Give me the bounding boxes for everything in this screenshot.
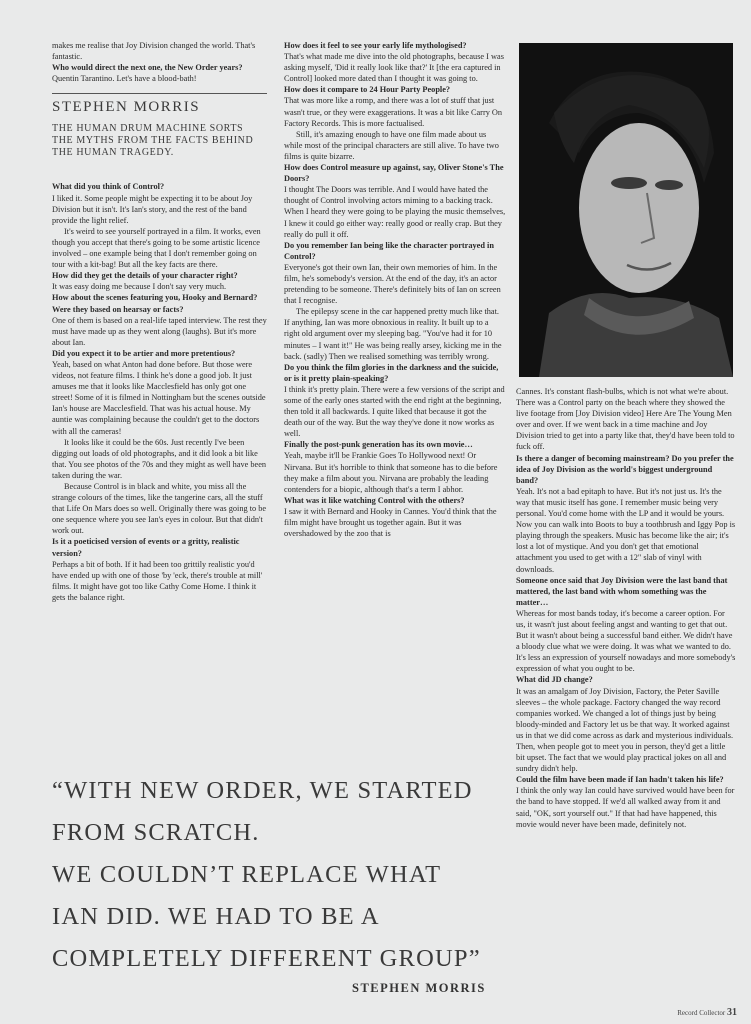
- answer: That's what made me dive into the old photographs, because I was asking myself, 'Did it really look like that?' It [the era captured in Control] looked more dated than I thought it was going to.: [284, 52, 504, 84]
- answer: Whereas for most bands today, it's become a career option. For us, it wasn't just about feeling angst and wanting to get that out. But it wasn't about being a successful band either. We didn't have a bloody clue what we were doing. It was what we wanted to do. It's less an expression of yourself nowadays and more somebody's expression of what you ought to be.: [516, 608, 736, 674]
- pull-quote-line: “WITH NEW ORDER, WE STARTED: [52, 777, 473, 804]
- section-divider: [52, 93, 267, 94]
- pull-quote: [52, 770, 502, 980]
- answer: Quentin Tarantino. Let's have a blood-bath!: [52, 74, 197, 84]
- pull-quote-line: FROM SCRATCH.: [52, 819, 260, 846]
- answer: I thought The Doors was terrible. And I would have hated the thought of Control involving actors miming to a backing track. When I heard they were going to be playing the music themselves, I knew it could go either way: really good or really crap. But they really do pull it off.: [284, 185, 506, 239]
- column-middle: [284, 40, 506, 539]
- answer: I liked it. Some people might be expecting it to be about Joy Division but it isn't. It's Ian's story, and the rest of the band provide the light relief.: [52, 193, 253, 225]
- answer: I saw it with Bernard and Hooky in Cannes. You'd think that the film might have brought us together again. But it was overshadowed by the zoo that is: [284, 506, 497, 539]
- question: How does it compare to 24 Hour Party People?: [284, 85, 451, 95]
- answer: That was more like a romp, and there was a lot of stuff that just wasn't true, or they were exaggerations. It was a bit like Carry On Factory Records. This is more factualised.: [284, 96, 503, 128]
- column-left: [52, 40, 267, 603]
- answer: Still, it's amazing enough to have one film made about us while most of the principal characters are still alive. To have two films is quite bizarre.: [284, 129, 499, 161]
- portrait-illustration: [519, 43, 733, 377]
- standfirst: THE HUMAN DRUM MACHINE SORTS THE MYTHS FROM THE FACTS BEHIND THE HUMAN TRAGEDY.: [52, 123, 254, 159]
- answer: Yeah, maybe it'll be Frankie Goes To Hollywood next! Or Nirvana. But it's horrible to think that someone has to die before they make a film about you. Nirvana are probably the leading contenders for a biopic, although that's a term I abhor.: [284, 451, 498, 494]
- question: Do you think the film glories in the darkness and the suicide, or is it pretty plain-speaking?: [284, 362, 499, 383]
- question: Who would direct the next one, the New Order years?: [52, 63, 243, 73]
- question: Someone once said that Joy Division were the last band that mattered, the last band with whom something was the matter…: [516, 575, 728, 607]
- question: What did you think of Control?: [52, 182, 165, 192]
- question: Did you expect it to be artier and more pretentious?: [52, 348, 236, 358]
- answer: Everyone's got their own Ian, their own memories of him. In the film, he's somebody's version. At the end of the day, it's an actor pretending to be someone. There's definitely bits of Ian on screen that I recognise.: [284, 262, 501, 306]
- pull-quote-credit: STEPHEN MORRIS: [352, 981, 486, 995]
- answer: Yeah, based on what Anton had done before. But those were videos, not feature films. I think he's done a good job. It just amuses me that it looks like Macclesfield has only got one street! Some of it is filmed in Nottingham but the scenes outside Ian's house are Macclesfield. That was his actual house. My auntie was complaining because the couldn't get to the doctors with all the cameras!: [52, 359, 266, 436]
- magazine-name: Record Collector: [677, 1009, 726, 1017]
- answer: It was easy doing me because I don't say very much.: [52, 282, 227, 292]
- question: Finally the post-punk generation has its own movie…: [284, 440, 473, 450]
- question: How does it feel to see your early life mythologised?: [284, 41, 467, 50]
- question: How does Control measure up against, say, Oliver Stone's The Doors?: [284, 163, 504, 184]
- pull-quote-line: COMPLETELY DIFFERENT GROUP”: [52, 945, 481, 972]
- portrait-photo: [519, 43, 733, 377]
- question: What did JD change?: [516, 675, 593, 685]
- answer: It was an amalgam of Joy Division, Factory, the Peter Saville sleeves – the whole package. Factory changed the way record companies worked. We changed a lot of things just by being bloody-minded and Factory let us be that way. It worked against us in that we did come across as dark and mysterious individuals. Then, when people got to meet you in person, they'd get a little bit upset. The fact that we would play practical jokes on all and sundry didn't help.: [516, 686, 734, 774]
- pull-quote-line: IAN DID. WE HAD TO BE A: [52, 903, 380, 930]
- answer: The epilepsy scene in the car happened pretty much like that. If anything, Ian was more obnoxious in reality. It built up to a right old argument over my sleeping bag. "You've had it for 10 minutes – I want it!" He was being really arsey, kicking me in the back. (sadly) Then we realised something was terribly wrong.: [284, 307, 502, 361]
- question: What was it like watching Control with the others?: [284, 495, 465, 505]
- question: How about the scenes featuring you, Hooky and Bernard? Were they based on hearsay or facts?: [52, 293, 258, 314]
- interviewee-name: STEPHEN MORRIS: [52, 99, 201, 116]
- answer: I think it's pretty plain. There were a few versions of the script and some of the early ones started with the end right at the beginning, then told it all backwards. I quite liked that because it got the death our of the way. But the way they've done it now works as well.: [284, 384, 505, 439]
- column-right: [516, 386, 736, 830]
- answer: It's weird to see yourself portrayed in a film. It works, even though you accept that there's going to be some artistic licence involved – one example being that I don't remember going on tour with a kit-bag! But all the key facts are there.: [52, 226, 261, 270]
- question: How did they get the details of your character right?: [52, 271, 238, 281]
- page-number: 31: [727, 1007, 737, 1018]
- answer: Perhaps a bit of both. If it had been too grittily realistic you'd have ended up with one of those 'by 'eck, there's trouble at mill' films. It might have got too like Cathy Come Home. I think it gets the balance right.: [52, 559, 263, 602]
- answer: One of them is based on a real-life taped interview. The rest they must have made up as they went along (laughs). But it's more about Ian.: [52, 315, 267, 347]
- question: Do you remember Ian being like the character portrayed in Control?: [284, 240, 494, 261]
- pull-quote-line: WE COULDN’T REPLACE WHAT: [52, 861, 442, 888]
- question: Could the film have been made if Ian hadn't taken his life?: [516, 775, 724, 785]
- page-footer: [677, 1007, 737, 1018]
- intro-text: makes me realise that Joy Division changed the world. That's fantastic.: [52, 41, 256, 62]
- question: Is it a poeticised version of events or a gritty, realistic version?: [52, 537, 240, 558]
- answer: I think the only way Ian could have survived would have been for the band to have stopped. If we'd all walked away from it and said, "OK, sort yourself out." If that had have happened, this movie would never have been made, definitely not.: [516, 786, 735, 829]
- answer: Cannes. It's constant flash-bulbs, which is not what we're about. There was a Control party on the beach where they showed the live footage from [Joy Division video] Here Are The Young Men over and over. If we went back in a time machine and Joy Division tried to get into a party like that, they'd have been told to fuck off.: [516, 387, 735, 452]
- question: Is there a danger of becoming mainstream? Do you prefer the idea of Joy Division as the world's biggest underground band?: [516, 453, 734, 485]
- answer: It looks like it could be the 60s. Just recently I've been digging out loads of old photographs, and it did look a bit like that. You see photos of the 70s and they might as well have been taken during the war.: [52, 437, 267, 480]
- answer: Yeah. It's not a bad epitaph to have. But it's not just us. It's the way that music itself has gone. I remember music being very personal. You'd come home with the LP and it would be yours. Now you can walk into Boots to buy a toothbrush and Iggy Pop is playing through the speakers. Music has become like the air; it's lost a lot of mystique. And you don't get that emotional attachment you used to get with a 12" slab of vinyl with downloads.: [516, 486, 736, 574]
- answer: Because Control is in black and white, you miss all the strange colours of the times, like the tangerine cars, all the stuff that Life On Mars does so well. Originally there was going to be one sequence where you see Ian's eyes in colour. But that didn't work out.: [52, 482, 267, 536]
